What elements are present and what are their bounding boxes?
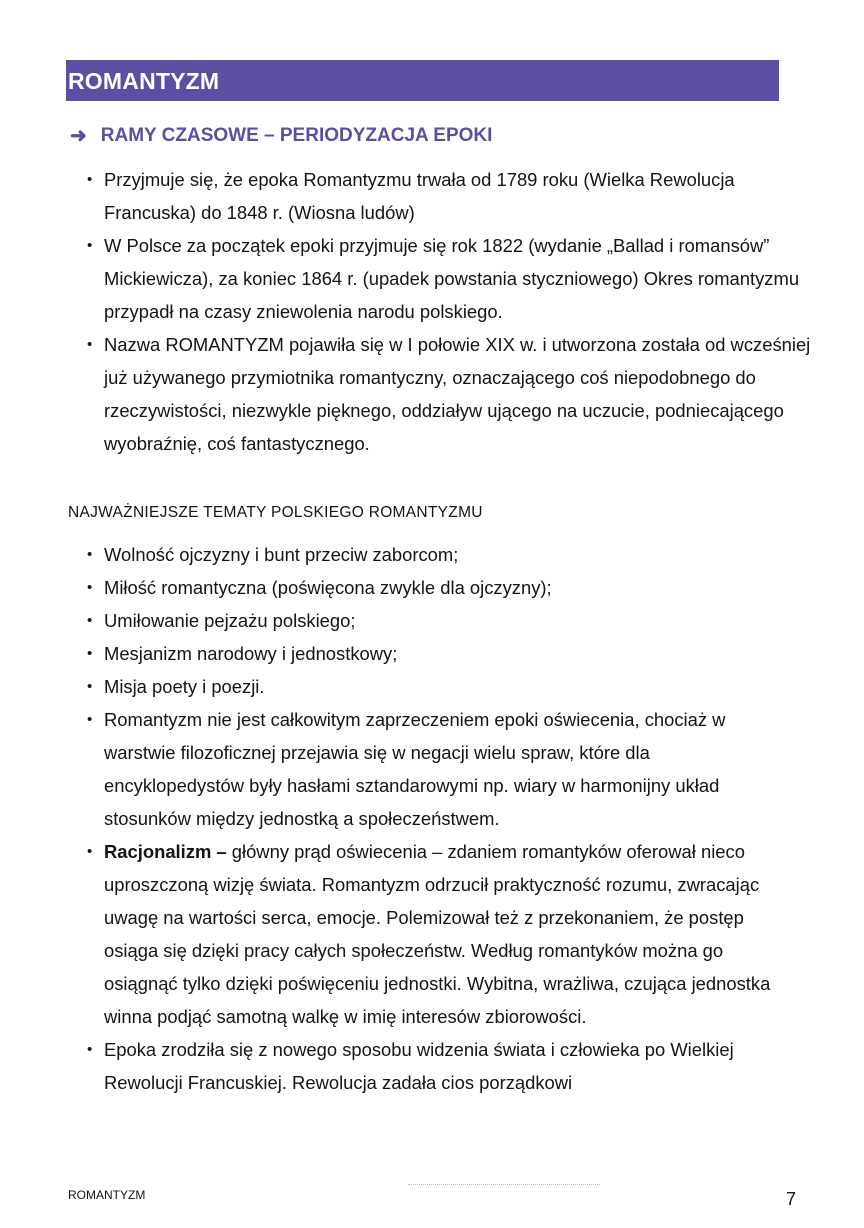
list-item: • W Polsce za początek epoki przyjmuje się rok 1822 (wydanie „Ballad i romansów” Mickiewicza), za koniec 1864 r. (upadek powstania styczniowego) Okres romantyzmu przypadł na czasy zniewolenia narodu polskiego. [84, 229, 814, 328]
bullet-icon: • [87, 843, 93, 860]
list-item: • Umiłowanie pejzażu polskiego; [84, 604, 784, 637]
list-item: • Romantyzm nie jest całkowitym zaprzeczeniem epoki oświecenia, chociaż w warstwie filozoficznej przejawia się w negacji wielu spraw, które dla encyklopedystów były hasłami sztandarowymi np. wiary w harmonijny układ stosunków między jednostką a społeczeństwem. [84, 703, 784, 835]
topics-list [84, 538, 784, 1099]
list-item: • Miłość romantyczna (poświęcona zwykle dla ojczyzny); [84, 571, 784, 604]
footer-divider [408, 1184, 600, 1185]
bullet-icon: • [87, 579, 93, 596]
list-item: • Nazwa ROMANTYZM pojawiła się w I połowie XIX w. i utworzona została od wcześniej już używanego przymiotnika romantyczny, oznaczającego coś niepodobnego do rzeczywistości, niezwykle pięknego, oddziaływ ującego na uczucie, podniecającego wyobraźnię, coś fantastycznego. [84, 328, 814, 460]
page-number: 7 [786, 1189, 797, 1209]
bullet-icon: • [87, 678, 93, 695]
bullet-icon: • [87, 546, 93, 563]
list-item: • Mesjanizm narodowy i jednostkowy; [84, 637, 784, 670]
list-item: • Wolność ojczyzny i bunt przeciw zaborcom; [84, 538, 784, 571]
list-item: • Przyjmuje się, że epoka Romantyzmu trwała od 1789 roku (Wielka Rewolucja Francuska) do 1848 r. (Wiosna ludów) [84, 163, 814, 229]
list-item [84, 835, 784, 1033]
bullet-icon: • [87, 612, 93, 629]
section-heading [70, 123, 492, 148]
bullet-icon: • [87, 1041, 93, 1058]
arrow-right-icon: ➜ [70, 125, 87, 147]
bullet-icon: • [87, 336, 93, 353]
racjonalizm-text: główny prąd oświecenia – zdaniem romantyków oferował nieco uproszczoną wizję świata. Romantyzm odrzucił praktyczność rozumu, zwracając uwagę na wartości serca, emocje. Polemizował też z przekonaniem, że postęp osiąga się dzięki pracy całych społeczeństw. Według romantyków można go osiągnąć tylko dzięki poświęceniu jednostki. Wybitna, wrażliwa, czująca jednostka winna podjąć samotną walkę w imię interesów zbiorowości. [104, 841, 771, 1027]
periodization-list [84, 163, 814, 460]
page-title: ROMANTYZM [68, 68, 220, 94]
list-item: • Epoka zrodziła się z nowego sposobu widzenia świata i człowieka po Wielkiej Rewolucji Francuskiej. Rewolucja zadała cios porządkowi [84, 1033, 784, 1099]
footer-label: ROMANTYZM [68, 1188, 146, 1202]
list-item: • Misja poety i poezji. [84, 670, 784, 703]
section-heading-text: RAMY CZASOWE – PERIODYZACJA EPOKI [100, 124, 493, 146]
topics-subheading: NAJWAŻNIEJSZE TEMATY POLSKIEGO ROMANTYZMU [68, 504, 483, 521]
bullet-icon: • [87, 711, 93, 728]
bullet-icon: • [87, 237, 93, 254]
bullet-icon: • [87, 171, 93, 188]
racjonalizm-term: Racjonalizm – [104, 841, 227, 862]
title-bar [66, 60, 779, 101]
bullet-icon: • [87, 645, 93, 662]
